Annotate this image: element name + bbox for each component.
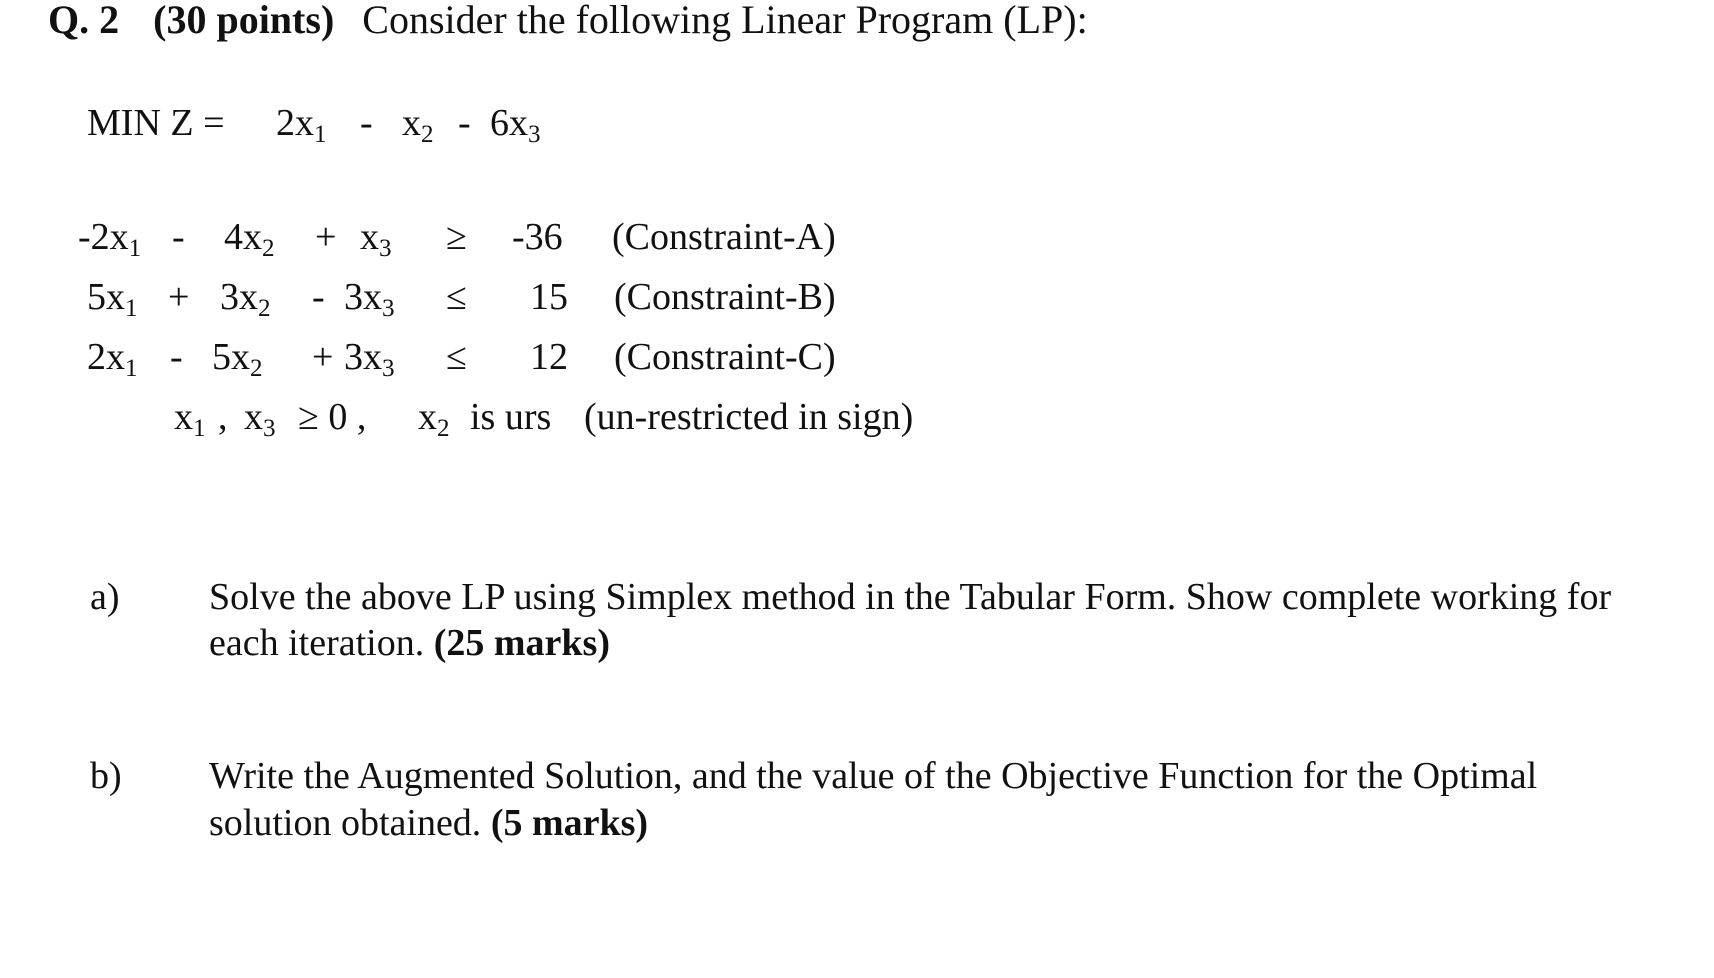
constraint-c-op3: +: [312, 336, 334, 378]
question-intro: Consider the following Linear Program (LP):: [362, 0, 1088, 42]
objective-term1: [276, 102, 327, 149]
constraint-b-name: (Constraint-B): [614, 276, 836, 318]
sign-x1-sub: 1: [193, 415, 206, 443]
objective-term3-sub: 3: [528, 121, 541, 149]
part-b-line2: [209, 804, 648, 842]
objective-label: MIN Z =: [87, 102, 225, 144]
constraint-c-term1-coef: 2x: [87, 336, 125, 378]
sign-note: (un-restricted in sign): [584, 396, 914, 438]
sign-urs: is urs: [470, 396, 552, 438]
part-b-marks: (5 marks): [490, 802, 649, 844]
sign-condition: ≥ 0 ,: [298, 396, 367, 438]
sign-x3-var: x: [244, 396, 263, 438]
constraint-b-term2-coef: 3x: [220, 276, 258, 318]
constraint-b-term1-coef: 5x: [87, 276, 125, 318]
objective-term2-coef: x: [402, 102, 421, 144]
question-heading: [48, 0, 1088, 40]
objective-term3: [490, 102, 541, 149]
constraint-b-term1: [87, 276, 138, 323]
constraint-b-relation: ≤: [446, 276, 467, 318]
sign-x1-var: x: [174, 396, 193, 438]
constraint-b-op2: +: [168, 276, 190, 318]
constraint-c-term1-sub: 1: [125, 355, 138, 383]
objective-op2: -: [360, 102, 373, 144]
constraint-c-term2-sub: 2: [250, 355, 263, 383]
constraint-a-term2: [224, 216, 275, 263]
objective-op3: -: [458, 102, 471, 144]
objective-term2-sub: 2: [421, 121, 434, 149]
constraint-a-term1-sub: 1: [128, 235, 142, 263]
constraint-a-term1-coef: -2x: [78, 216, 129, 258]
part-a-line2-text: each iteration.: [209, 622, 425, 664]
constraint-a-rhs: -36: [512, 216, 563, 258]
objective-term1-coef: 2x: [276, 102, 314, 144]
constraint-a-name: (Constraint-A): [612, 216, 836, 258]
part-a-line1: Solve the above LP using Simplex method in the Tabular Form. Show complete working for: [209, 576, 1612, 618]
constraint-a-term3-coef: x: [360, 216, 379, 258]
sign-x3: [244, 396, 276, 443]
part-a-marks: (25 marks): [433, 622, 610, 664]
constraint-c-term2: [212, 336, 263, 383]
sign-x2-var: x: [418, 396, 437, 438]
constraint-a-term2-coef: 4x: [224, 216, 262, 258]
constraint-b-term2: [220, 276, 271, 323]
constraint-c-term1: [87, 336, 138, 383]
question-points: (30 points): [153, 0, 335, 42]
constraint-b-op3: -: [312, 276, 325, 318]
sign-x2-sub: 2: [437, 415, 450, 443]
constraint-a-term2-sub: 2: [262, 235, 275, 263]
part-b-label: b): [90, 755, 122, 797]
constraint-c-rhs: 12: [530, 336, 568, 378]
part-b-line1: Write the Augmented Solution, and the value of the Objective Function for the Optimal: [209, 755, 1538, 797]
constraint-a-op3: +: [315, 216, 337, 258]
part-a-line2: [209, 624, 610, 662]
objective-term1-sub: 1: [314, 121, 327, 149]
constraint-b-term3-coef: 3x: [344, 276, 382, 318]
constraint-a-relation: ≥: [446, 216, 467, 258]
constraint-a-term3-sub: 3: [379, 235, 392, 263]
sign-x3-sub: 3: [263, 415, 276, 443]
sign-x2: [418, 396, 450, 443]
constraint-c-op2: -: [170, 336, 183, 378]
constraint-a-term3: [360, 216, 392, 263]
constraint-b-term2-sub: 2: [258, 295, 271, 323]
objective-term3-coef: 6x: [490, 102, 528, 144]
constraint-b-term3: [344, 276, 395, 323]
constraint-c-relation: ≤: [446, 336, 467, 378]
constraint-a-op2: -: [172, 216, 185, 258]
sign-x1: [174, 396, 206, 443]
sign-comma: ,: [218, 396, 228, 438]
constraint-b-term1-sub: 1: [125, 295, 138, 323]
constraint-c-term2-coef: 5x: [212, 336, 250, 378]
constraint-c-term3: [344, 336, 395, 383]
objective-term2: [402, 102, 434, 149]
part-a-label: a): [90, 576, 120, 618]
constraint-b-term3-sub: 3: [382, 295, 395, 323]
constraint-b-rhs: 15: [530, 276, 568, 318]
part-b-line2-text: solution obtained.: [209, 802, 482, 844]
question-number: Q. 2: [48, 0, 120, 42]
constraint-a-term1: [78, 216, 142, 263]
constraint-c-term3-coef: 3x: [344, 336, 382, 378]
constraint-c-name: (Constraint-C): [614, 336, 836, 378]
constraint-c-term3-sub: 3: [382, 355, 395, 383]
